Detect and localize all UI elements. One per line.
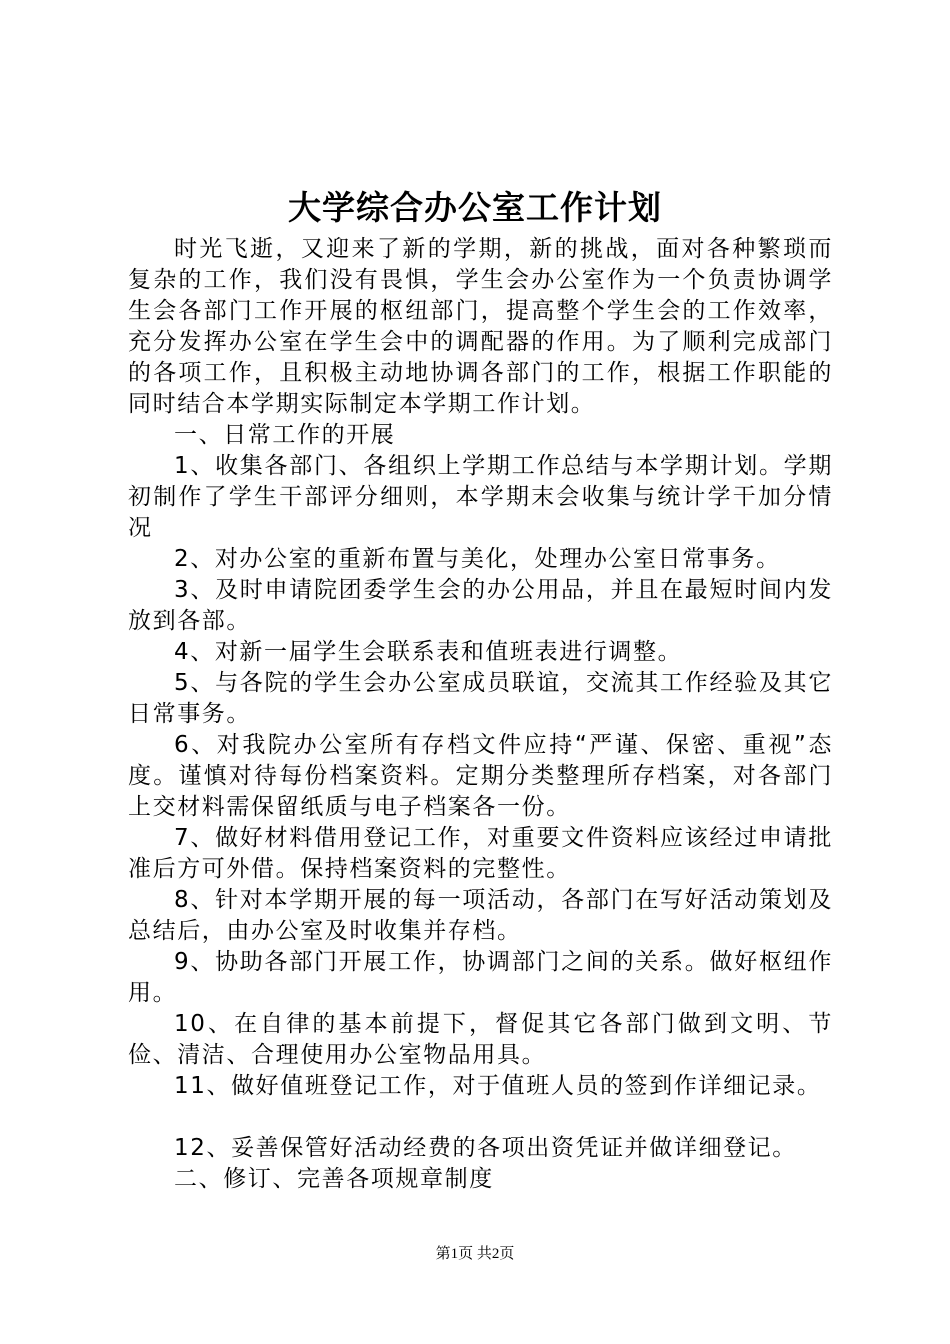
- list-item: 12、妥善保管好活动经费的各项出资凭证并做详细登记。: [174, 1135, 797, 1161]
- list-item: 11、做好值班登记工作，对于值班人员的签到作详细记录。: [174, 1073, 822, 1099]
- list-item: 6、对我院办公室所有存档文件应持“严谨、保密、重视”态度。谨慎对待每份档案资料。定期分类整理所存档案，对各部门上交材料需保留纸质与电子档案各一份。: [128, 732, 833, 820]
- list-item: 7、做好材料借用登记工作，对重要文件资料应该经过申请批准后方可外借。保持档案资料的完整性。: [128, 825, 833, 882]
- list-item: 4、对新一届学生会联系表和值班表进行调整。: [174, 639, 683, 665]
- list-item: 9、协助各部门开展工作，协调部门之间的关系。做好枢纽作用。: [128, 949, 833, 1006]
- section-heading-regulations: 二、修订、完善各项规章制度: [174, 1166, 494, 1192]
- list-item: 8、针对本学期开展的每一项活动，各部门在写好活动策划及总结后，由办公室及时收集并存档。: [128, 887, 833, 944]
- document-body: [128, 234, 833, 1195]
- document-title: 大学综合办公室工作计划: [288, 188, 662, 227]
- list-item: 2、对办公室的重新布置与美化，处理办公室日常事务。: [174, 546, 781, 572]
- section-heading-daily-work: 一、日常工作的开展: [174, 422, 396, 448]
- page-footer: 第1页 共2页: [435, 1246, 515, 1262]
- list-item: 10、在自律的基本前提下，督促其它各部门做到文明、节俭、清洁、合理使用办公室物品用具。: [128, 1011, 833, 1068]
- list-item: 5、与各院的学生会办公室成员联谊，交流其工作经验及其它日常事务。: [128, 670, 833, 727]
- list-item: 3、及时申请院团委学生会的办公用品，并且在最短时间内发放到各部。: [128, 577, 833, 634]
- list-item: 1、收集各部门、各组织上学期工作总结与本学期计划。学期初制作了学生干部评分细则，本学期末会收集与统计学干加分情况: [128, 453, 833, 541]
- intro-paragraph: 时光飞逝，又迎来了新的学期，新的挑战，面对各种繁琐而复杂的工作，我们没有畏惧，学生会办公室作为一个负责协调学生会各部门工作开展的枢纽部门，提高整个学生会的工作效率，充分发挥办公室在学生会中的调配器的作用。为了顺利完成部门的各项工作，且积极主动地协调各部门的工作，根据工作职能的同时结合本学期实际制定本学期工作计划。: [128, 236, 833, 417]
